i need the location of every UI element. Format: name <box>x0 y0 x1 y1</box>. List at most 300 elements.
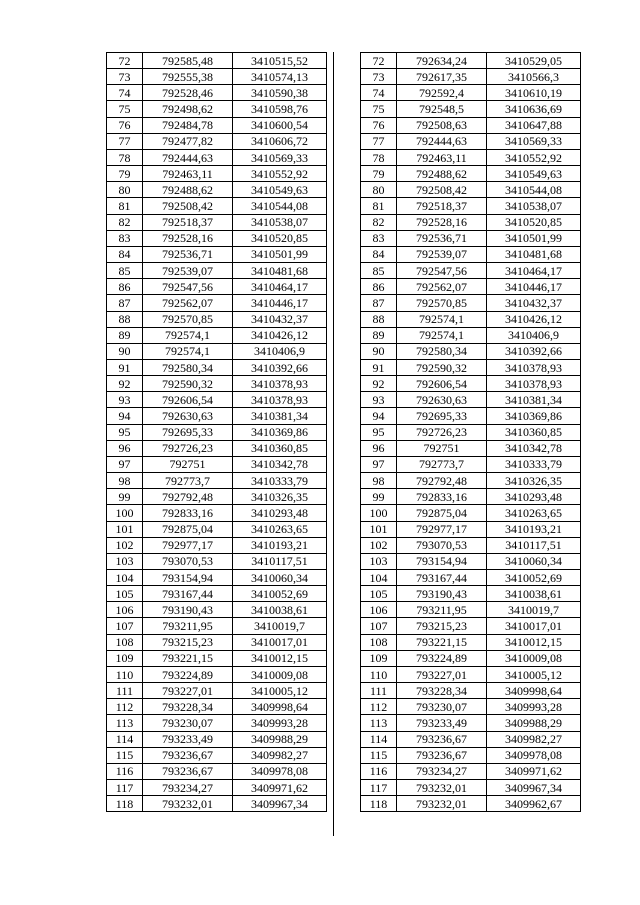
point-number-cell: 90 <box>107 343 143 359</box>
table-row <box>361 650 581 666</box>
table-row <box>361 311 581 327</box>
x-coordinate-cell: 792444,63 <box>143 149 233 165</box>
y-coordinate-cell: 3410293,48 <box>487 489 581 505</box>
table-row <box>107 650 327 666</box>
table-row <box>107 263 327 279</box>
point-number-cell: 118 <box>361 796 397 812</box>
point-number-cell: 81 <box>107 198 143 214</box>
y-coordinate-cell: 3410392,66 <box>233 359 327 375</box>
table-row <box>107 392 327 408</box>
table-row <box>107 198 327 214</box>
y-coordinate-cell: 3409988,29 <box>233 731 327 747</box>
point-number-cell: 80 <box>107 182 143 198</box>
table-row <box>107 537 327 553</box>
point-number-cell: 79 <box>107 166 143 182</box>
table-row <box>361 392 581 408</box>
x-coordinate-cell: 793211,95 <box>397 602 487 618</box>
x-coordinate-cell: 792695,33 <box>397 408 487 424</box>
x-coordinate-cell: 793233,49 <box>143 731 233 747</box>
y-coordinate-cell: 3410432,37 <box>233 311 327 327</box>
point-number-cell: 73 <box>107 69 143 85</box>
x-coordinate-cell: 793224,89 <box>143 666 233 682</box>
x-coordinate-cell: 793234,27 <box>143 780 233 796</box>
table-row <box>107 521 327 537</box>
y-coordinate-cell: 3410342,78 <box>487 440 581 456</box>
point-number-cell: 106 <box>107 602 143 618</box>
y-coordinate-cell: 3410636,69 <box>487 101 581 117</box>
point-number-cell: 74 <box>361 85 397 101</box>
y-coordinate-cell: 3410406,9 <box>233 343 327 359</box>
x-coordinate-cell: 792977,17 <box>143 537 233 553</box>
point-number-cell: 107 <box>107 618 143 634</box>
x-coordinate-cell: 792463,11 <box>397 149 487 165</box>
y-coordinate-cell: 3410360,85 <box>487 424 581 440</box>
table-row <box>361 408 581 424</box>
point-number-cell: 114 <box>361 731 397 747</box>
y-coordinate-cell: 3410520,85 <box>487 214 581 230</box>
x-coordinate-cell: 793232,01 <box>397 780 487 796</box>
point-number-cell: 95 <box>361 424 397 440</box>
table-row <box>107 666 327 682</box>
y-coordinate-cell: 3409982,27 <box>487 731 581 747</box>
y-coordinate-cell: 3410446,17 <box>233 295 327 311</box>
table-row <box>361 537 581 553</box>
x-coordinate-cell: 793154,94 <box>397 553 487 569</box>
point-number-cell: 92 <box>361 376 397 392</box>
point-number-cell: 73 <box>361 69 397 85</box>
table-row <box>361 618 581 634</box>
y-coordinate-cell: 3410378,93 <box>233 376 327 392</box>
x-coordinate-cell: 793236,67 <box>397 747 487 763</box>
table-row <box>107 230 327 246</box>
point-number-cell: 85 <box>361 263 397 279</box>
point-number-cell: 114 <box>107 731 143 747</box>
y-coordinate-cell: 3410012,15 <box>233 650 327 666</box>
x-coordinate-cell: 792606,54 <box>143 392 233 408</box>
table-row <box>361 521 581 537</box>
point-number-cell: 93 <box>361 392 397 408</box>
point-number-cell: 113 <box>107 715 143 731</box>
table-row <box>361 230 581 246</box>
y-coordinate-cell: 3410369,86 <box>233 424 327 440</box>
y-coordinate-cell: 3410360,85 <box>233 440 327 456</box>
x-coordinate-cell: 792574,1 <box>397 327 487 343</box>
point-number-cell: 103 <box>107 553 143 569</box>
y-coordinate-cell: 3410009,08 <box>233 666 327 682</box>
x-coordinate-cell: 792562,07 <box>143 295 233 311</box>
table-row <box>107 780 327 796</box>
x-coordinate-cell: 792518,37 <box>143 214 233 230</box>
point-number-cell: 90 <box>361 343 397 359</box>
point-number-cell: 107 <box>361 618 397 634</box>
y-coordinate-cell: 3410569,33 <box>487 133 581 149</box>
point-number-cell: 108 <box>107 634 143 650</box>
point-number-cell: 111 <box>361 683 397 699</box>
table-row <box>361 327 581 343</box>
point-number-cell: 86 <box>107 279 143 295</box>
x-coordinate-cell: 793227,01 <box>143 683 233 699</box>
x-coordinate-cell: 793232,01 <box>143 796 233 812</box>
y-coordinate-cell: 3410600,54 <box>233 117 327 133</box>
table-row <box>107 715 327 731</box>
left-table-body <box>107 53 327 812</box>
x-coordinate-cell: 792574,1 <box>397 311 487 327</box>
point-number-cell: 85 <box>107 263 143 279</box>
point-number-cell: 117 <box>107 780 143 796</box>
table-row <box>107 553 327 569</box>
x-coordinate-cell: 792606,54 <box>397 376 487 392</box>
y-coordinate-cell: 3410598,76 <box>233 101 327 117</box>
x-coordinate-cell: 793215,23 <box>143 634 233 650</box>
point-number-cell: 83 <box>107 230 143 246</box>
point-number-cell: 78 <box>361 149 397 165</box>
y-coordinate-cell: 3410326,35 <box>233 489 327 505</box>
point-number-cell: 81 <box>361 198 397 214</box>
x-coordinate-cell: 792518,37 <box>397 198 487 214</box>
right-coordinates-table <box>360 52 581 812</box>
point-number-cell: 109 <box>361 650 397 666</box>
table-row <box>107 343 327 359</box>
table-row <box>107 279 327 295</box>
y-coordinate-cell: 3410544,08 <box>233 198 327 214</box>
y-coordinate-cell: 3410342,78 <box>233 456 327 472</box>
y-coordinate-cell: 3410549,63 <box>233 182 327 198</box>
column-divider-line <box>333 52 334 836</box>
y-coordinate-cell: 3410432,37 <box>487 295 581 311</box>
table-row <box>107 505 327 521</box>
y-coordinate-cell: 3410060,34 <box>487 553 581 569</box>
point-number-cell: 72 <box>107 53 143 69</box>
y-coordinate-cell: 3409993,28 <box>233 715 327 731</box>
y-coordinate-cell: 3410005,12 <box>233 683 327 699</box>
x-coordinate-cell: 792555,38 <box>143 69 233 85</box>
y-coordinate-cell: 3410569,33 <box>233 149 327 165</box>
table-row <box>361 101 581 117</box>
y-coordinate-cell: 3410590,38 <box>233 85 327 101</box>
x-coordinate-cell: 792528,16 <box>143 230 233 246</box>
point-number-cell: 117 <box>361 780 397 796</box>
point-number-cell: 79 <box>361 166 397 182</box>
table-row <box>107 85 327 101</box>
y-coordinate-cell: 3410647,88 <box>487 117 581 133</box>
point-number-cell: 100 <box>107 505 143 521</box>
table-row <box>361 489 581 505</box>
x-coordinate-cell: 793167,44 <box>397 570 487 586</box>
x-coordinate-cell: 792773,7 <box>397 456 487 472</box>
table-row <box>107 763 327 779</box>
table-row <box>361 570 581 586</box>
point-number-cell: 82 <box>361 214 397 230</box>
y-coordinate-cell: 3410326,35 <box>487 473 581 489</box>
table-row <box>107 408 327 424</box>
table-row <box>361 505 581 521</box>
y-coordinate-cell: 3410529,05 <box>487 53 581 69</box>
y-coordinate-cell: 3410263,65 <box>487 505 581 521</box>
y-coordinate-cell: 3410426,12 <box>487 311 581 327</box>
right-table-body <box>361 53 581 812</box>
table-row <box>107 166 327 182</box>
point-number-cell: 102 <box>107 537 143 553</box>
table-row <box>107 69 327 85</box>
y-coordinate-cell: 3410538,07 <box>487 198 581 214</box>
x-coordinate-cell: 793070,53 <box>143 553 233 569</box>
point-number-cell: 89 <box>361 327 397 343</box>
y-coordinate-cell: 3410501,99 <box>487 230 581 246</box>
point-number-cell: 95 <box>107 424 143 440</box>
table-row <box>107 731 327 747</box>
y-coordinate-cell: 3409967,34 <box>487 780 581 796</box>
y-coordinate-cell: 3410117,51 <box>233 553 327 569</box>
x-coordinate-cell: 792574,1 <box>143 327 233 343</box>
y-coordinate-cell: 3410378,93 <box>233 392 327 408</box>
x-coordinate-cell: 792570,85 <box>397 295 487 311</box>
table-row <box>107 456 327 472</box>
table-row <box>361 553 581 569</box>
table-row <box>361 53 581 69</box>
table-row <box>107 489 327 505</box>
y-coordinate-cell: 3410392,66 <box>487 343 581 359</box>
point-number-cell: 96 <box>361 440 397 456</box>
y-coordinate-cell: 3410333,79 <box>233 473 327 489</box>
point-number-cell: 94 <box>361 408 397 424</box>
table-row <box>361 796 581 812</box>
table-row <box>361 424 581 440</box>
x-coordinate-cell: 793228,34 <box>397 683 487 699</box>
table-row <box>361 263 581 279</box>
point-number-cell: 86 <box>361 279 397 295</box>
table-row <box>107 796 327 812</box>
x-coordinate-cell: 792508,42 <box>143 198 233 214</box>
y-coordinate-cell: 3410481,68 <box>233 263 327 279</box>
table-row <box>107 376 327 392</box>
table-row <box>107 327 327 343</box>
x-coordinate-cell: 792833,16 <box>143 505 233 521</box>
x-coordinate-cell: 792875,04 <box>397 505 487 521</box>
y-coordinate-cell: 3410117,51 <box>487 537 581 553</box>
x-coordinate-cell: 792548,5 <box>397 101 487 117</box>
point-number-cell: 110 <box>361 666 397 682</box>
x-coordinate-cell: 792792,48 <box>143 489 233 505</box>
x-coordinate-cell: 792528,16 <box>397 214 487 230</box>
point-number-cell: 72 <box>361 53 397 69</box>
table-row <box>361 182 581 198</box>
x-coordinate-cell: 792695,33 <box>143 424 233 440</box>
y-coordinate-cell: 3409993,28 <box>487 699 581 715</box>
point-number-cell: 103 <box>361 553 397 569</box>
x-coordinate-cell: 792498,62 <box>143 101 233 117</box>
x-coordinate-cell: 793236,67 <box>143 763 233 779</box>
point-number-cell: 88 <box>107 311 143 327</box>
x-coordinate-cell: 792547,56 <box>143 279 233 295</box>
table-row <box>361 246 581 262</box>
x-coordinate-cell: 792875,04 <box>143 521 233 537</box>
y-coordinate-cell: 3410501,99 <box>233 246 327 262</box>
y-coordinate-cell: 3410446,17 <box>487 279 581 295</box>
point-number-cell: 104 <box>361 570 397 586</box>
point-number-cell: 92 <box>107 376 143 392</box>
y-coordinate-cell: 3410038,61 <box>487 586 581 602</box>
x-coordinate-cell: 792634,24 <box>397 53 487 69</box>
y-coordinate-cell: 3410406,9 <box>487 327 581 343</box>
y-coordinate-cell: 3409967,34 <box>233 796 327 812</box>
y-coordinate-cell: 3410606,72 <box>233 133 327 149</box>
point-number-cell: 75 <box>107 101 143 117</box>
table-row <box>107 586 327 602</box>
point-number-cell: 101 <box>361 521 397 537</box>
x-coordinate-cell: 793233,49 <box>397 715 487 731</box>
point-number-cell: 112 <box>361 699 397 715</box>
point-number-cell: 97 <box>107 456 143 472</box>
table-row <box>107 133 327 149</box>
point-number-cell: 74 <box>107 85 143 101</box>
point-number-cell: 110 <box>107 666 143 682</box>
table-row <box>361 359 581 375</box>
point-number-cell: 99 <box>107 489 143 505</box>
table-row <box>361 198 581 214</box>
y-coordinate-cell: 3410552,92 <box>233 166 327 182</box>
point-number-cell: 96 <box>107 440 143 456</box>
x-coordinate-cell: 792536,71 <box>397 230 487 246</box>
table-row <box>107 295 327 311</box>
point-number-cell: 77 <box>107 133 143 149</box>
point-number-cell: 91 <box>361 359 397 375</box>
x-coordinate-cell: 792508,63 <box>397 117 487 133</box>
point-number-cell: 98 <box>107 473 143 489</box>
point-number-cell: 118 <box>107 796 143 812</box>
y-coordinate-cell: 3410017,01 <box>233 634 327 650</box>
table-row <box>361 780 581 796</box>
y-coordinate-cell: 3410566,3 <box>487 69 581 85</box>
table-row <box>361 85 581 101</box>
x-coordinate-cell: 792977,17 <box>397 521 487 537</box>
x-coordinate-cell: 792590,32 <box>143 376 233 392</box>
table-row <box>361 602 581 618</box>
x-coordinate-cell: 792580,34 <box>143 359 233 375</box>
x-coordinate-cell: 793221,15 <box>143 650 233 666</box>
x-coordinate-cell: 792488,62 <box>143 182 233 198</box>
y-coordinate-cell: 3410515,52 <box>233 53 327 69</box>
point-number-cell: 76 <box>107 117 143 133</box>
x-coordinate-cell: 792477,82 <box>143 133 233 149</box>
table-row <box>361 456 581 472</box>
x-coordinate-cell: 792630,63 <box>143 408 233 424</box>
x-coordinate-cell: 792488,62 <box>397 166 487 182</box>
table-row <box>107 117 327 133</box>
x-coordinate-cell: 792617,35 <box>397 69 487 85</box>
x-coordinate-cell: 793227,01 <box>397 666 487 682</box>
x-coordinate-cell: 792751 <box>397 440 487 456</box>
point-number-cell: 112 <box>107 699 143 715</box>
x-coordinate-cell: 792508,42 <box>397 182 487 198</box>
table-row <box>107 214 327 230</box>
point-number-cell: 101 <box>107 521 143 537</box>
y-coordinate-cell: 3409988,29 <box>487 715 581 731</box>
table-row <box>361 69 581 85</box>
x-coordinate-cell: 793230,07 <box>397 699 487 715</box>
y-coordinate-cell: 3410464,17 <box>233 279 327 295</box>
y-coordinate-cell: 3410019,7 <box>233 618 327 634</box>
y-coordinate-cell: 3410012,15 <box>487 634 581 650</box>
table-row <box>361 715 581 731</box>
y-coordinate-cell: 3409998,64 <box>233 699 327 715</box>
table-row <box>361 279 581 295</box>
y-coordinate-cell: 3410520,85 <box>233 230 327 246</box>
table-row <box>361 376 581 392</box>
table-row <box>361 634 581 650</box>
table-row <box>107 149 327 165</box>
y-coordinate-cell: 3410009,08 <box>487 650 581 666</box>
point-number-cell: 113 <box>361 715 397 731</box>
x-coordinate-cell: 792751 <box>143 456 233 472</box>
x-coordinate-cell: 792833,16 <box>397 489 487 505</box>
table-row <box>107 311 327 327</box>
x-coordinate-cell: 792539,07 <box>143 263 233 279</box>
y-coordinate-cell: 3410574,13 <box>233 69 327 85</box>
table-row <box>361 440 581 456</box>
point-number-cell: 78 <box>107 149 143 165</box>
x-coordinate-cell: 792773,7 <box>143 473 233 489</box>
x-coordinate-cell: 792580,34 <box>397 343 487 359</box>
table-row <box>361 747 581 763</box>
table-row <box>107 618 327 634</box>
point-number-cell: 104 <box>107 570 143 586</box>
y-coordinate-cell: 3409998,64 <box>487 683 581 699</box>
point-number-cell: 93 <box>107 392 143 408</box>
x-coordinate-cell: 792726,23 <box>143 440 233 456</box>
table-row <box>107 182 327 198</box>
point-number-cell: 99 <box>361 489 397 505</box>
table-row <box>361 149 581 165</box>
point-number-cell: 98 <box>361 473 397 489</box>
table-row <box>107 473 327 489</box>
x-coordinate-cell: 793236,67 <box>397 731 487 747</box>
x-coordinate-cell: 793215,23 <box>397 618 487 634</box>
y-coordinate-cell: 3410426,12 <box>233 327 327 343</box>
table-row <box>107 570 327 586</box>
table-row <box>361 683 581 699</box>
table-row <box>361 295 581 311</box>
y-coordinate-cell: 3410293,48 <box>233 505 327 521</box>
x-coordinate-cell: 793230,07 <box>143 715 233 731</box>
x-coordinate-cell: 792536,71 <box>143 246 233 262</box>
x-coordinate-cell: 792585,48 <box>143 53 233 69</box>
point-number-cell: 82 <box>107 214 143 230</box>
x-coordinate-cell: 792590,32 <box>397 359 487 375</box>
y-coordinate-cell: 3409978,08 <box>487 747 581 763</box>
x-coordinate-cell: 793236,67 <box>143 747 233 763</box>
y-coordinate-cell: 3409962,67 <box>487 796 581 812</box>
point-number-cell: 75 <box>361 101 397 117</box>
y-coordinate-cell: 3410381,34 <box>233 408 327 424</box>
y-coordinate-cell: 3409978,08 <box>233 763 327 779</box>
y-coordinate-cell: 3410017,01 <box>487 618 581 634</box>
y-coordinate-cell: 3410544,08 <box>487 182 581 198</box>
y-coordinate-cell: 3409971,62 <box>233 780 327 796</box>
y-coordinate-cell: 3410005,12 <box>487 666 581 682</box>
y-coordinate-cell: 3410019,7 <box>487 602 581 618</box>
table-row <box>361 666 581 682</box>
point-number-cell: 88 <box>361 311 397 327</box>
x-coordinate-cell: 793221,15 <box>397 634 487 650</box>
y-coordinate-cell: 3410052,69 <box>487 570 581 586</box>
y-coordinate-cell: 3410369,86 <box>487 408 581 424</box>
point-number-cell: 115 <box>361 747 397 763</box>
y-coordinate-cell: 3410464,17 <box>487 263 581 279</box>
x-coordinate-cell: 792592,4 <box>397 85 487 101</box>
x-coordinate-cell: 793070,53 <box>397 537 487 553</box>
x-coordinate-cell: 793234,27 <box>397 763 487 779</box>
x-coordinate-cell: 792539,07 <box>397 246 487 262</box>
